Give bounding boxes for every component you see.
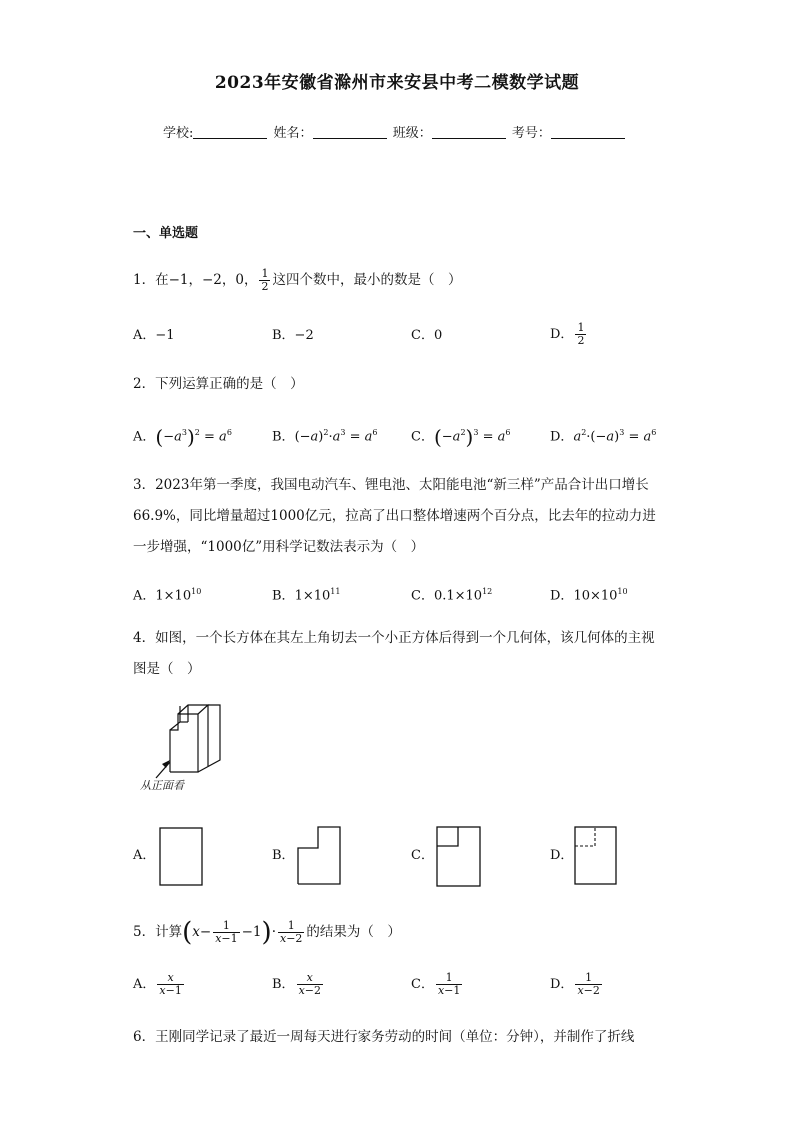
q3-option-d[interactable]: D．$10\times 10^{10}$ <box>550 587 628 604</box>
question-1: 1．在−1，−2，0， $\frac{1}{2}$ 这四个数中，最小的数是（ ） <box>133 267 462 293</box>
class-label: 班级： <box>392 126 432 141</box>
question-2: 2．下列运算正确的是（ ） <box>133 376 304 392</box>
q4-option-c-figure[interactable] <box>436 826 482 888</box>
q1-option-a[interactable]: A．−1 <box>133 328 175 343</box>
q3-option-b[interactable]: B．$1\times 10^{11}$ <box>272 587 341 604</box>
question-3: 3．2023年第一季度，我国电动汽车、锂电池、太阳能电池“新三样”产品合计出口增长66.9%，同比增量超过1000亿元，拉高了出口整体增速两个百分点，比去年的拉动力进一步增强，“1000亿”用科学记数法表示为（ ） <box>133 477 656 555</box>
page-title: 2023年安徽省滁州市来安县中考二模数学试题 <box>214 73 580 93</box>
number-label: 考号： <box>511 126 551 141</box>
q4-option-d-figure[interactable] <box>574 826 618 886</box>
section-heading: 一、单选题 <box>133 226 199 241</box>
q1-option-d[interactable]: D． $\frac{1}{2}$ <box>550 321 585 347</box>
q2-option-b[interactable]: B．$(-a)^2\cdot a^3 = a^6$ <box>272 428 378 445</box>
q3-option-a[interactable]: A．$1\times 10^{10}$ <box>133 587 202 604</box>
q4-option-a-figure[interactable] <box>159 827 203 887</box>
q2-option-a[interactable]: A．$(-a^3)^2 = a^6$ <box>133 424 232 449</box>
q2-option-d[interactable]: D．$a^2\cdot(-a)^3 = a^6$ <box>550 428 657 445</box>
q1-option-c[interactable]: C．0 <box>411 328 443 343</box>
q3-option-c[interactable]: C．$0.1\times 10^{12}$ <box>411 587 493 604</box>
question-5: 5．计算(x− $\frac{1}{x-1}$ −1)· $\frac{1}{x-2}$ 的结果为（ ） <box>133 917 401 948</box>
q5-option-c[interactable]: C． $\frac{1}{x-1}$ <box>411 971 461 997</box>
q5-option-d[interactable]: D． $\frac{1}{x-2}$ <box>550 971 600 997</box>
q4-option-d-label[interactable]: D． <box>550 848 574 863</box>
q5-option-b[interactable]: B． $\frac{x}{x-2}$ <box>272 971 321 997</box>
name-blank[interactable] <box>313 125 387 139</box>
q4-option-c-label[interactable]: C． <box>411 848 434 863</box>
q4-option-a-label[interactable]: A． <box>133 848 156 863</box>
school-blank[interactable] <box>193 125 267 139</box>
question-4: 4．如图，一个长方体在其左上角切去一个小正方体后得到一个几何体，该几何体的主视图是（ ） <box>133 630 655 677</box>
question-6: 6．王刚同学记录了最近一周每天进行家务劳动的时间（单位：分钟），并制作了折线 <box>133 1029 635 1045</box>
name-label: 姓名： <box>273 126 313 141</box>
student-info-line <box>163 122 627 141</box>
q1-option-b[interactable]: B．−2 <box>272 328 314 343</box>
q5-option-a[interactable]: A． $\frac{x}{x-1}$ <box>133 971 182 997</box>
q4-option-b-label[interactable]: B． <box>272 848 295 863</box>
number-blank[interactable] <box>551 125 625 139</box>
q2-option-c[interactable]: C．$(-a^2)^3 = a^6$ <box>411 424 511 449</box>
q4-option-b-figure[interactable] <box>297 826 341 886</box>
figure-caption: 从正面看 <box>140 779 184 792</box>
school-label: 学校: <box>163 126 194 141</box>
class-blank[interactable] <box>432 125 506 139</box>
fraction-half: $\frac{1}{2}$ <box>261 267 269 293</box>
